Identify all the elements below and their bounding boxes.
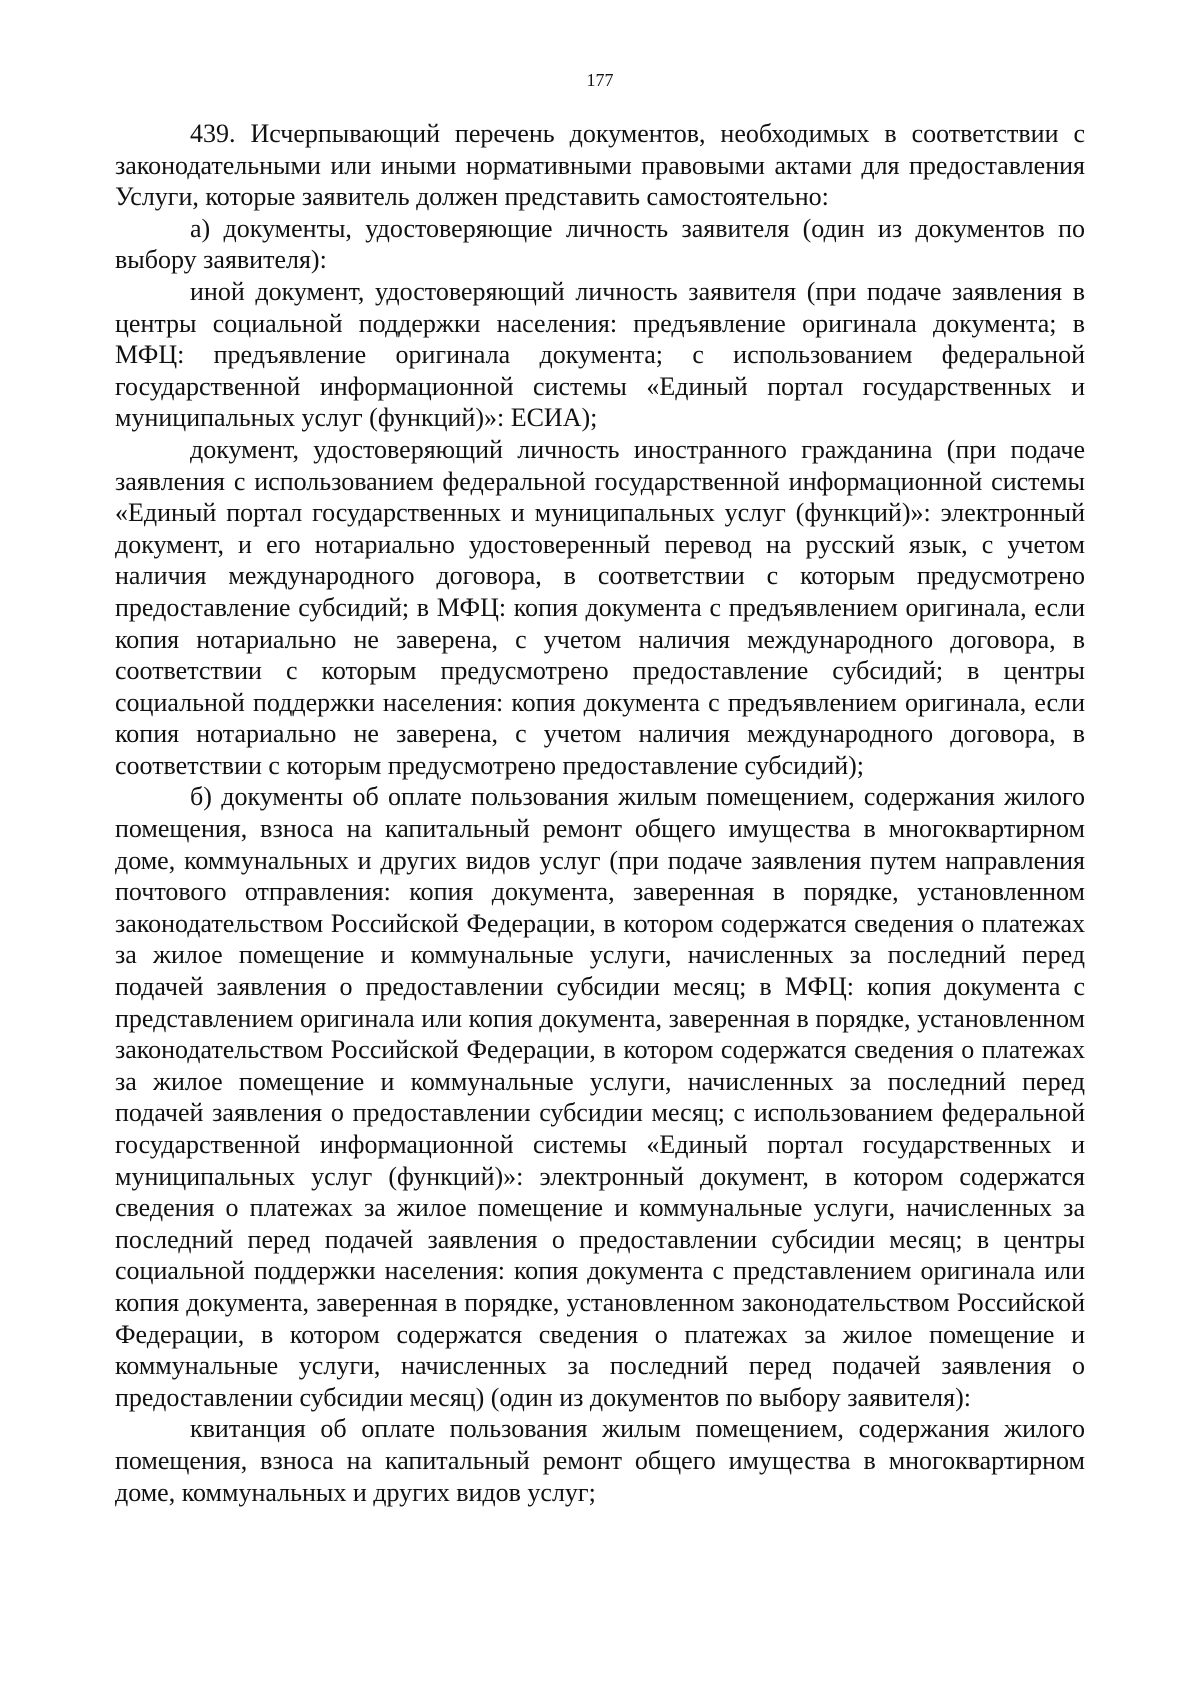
paragraph-item-a: а) документы, удостоверяющие личность заявителя (один из документов по выбору заявителя): <box>115 213 1085 275</box>
page-number: 177 <box>586 70 614 90</box>
paragraph-439: 439. Исчерпывающий перечень документов, необходимых в соответствии с законодательными или иными нормативными правовыми актами для предоставления Услуги, которые заявитель должен представить самостоятельно: <box>115 119 1085 212</box>
paragraph-foreign-citizen-document: документ, удостоверяющий личность иностранного гражданина (при подаче заявления с использованием федеральной государственной информационной системы «Единый портал государственных и муниципальных услуг (функций)»: электронный документ, и его нотариально удостоверенный перевод на русский язык, с учетом наличия международного договора, в соответствии с которым предусмотрено предоставление субсидий; в МФЦ: копия документа с предъявлением оригинала, если копия нотариально не заверена, с учетом наличия международного договора, в соответствии с которым предусмотрено предоставление субсидий; в центры социальной поддержки населения: копия документа с предъявлением оригинала, если копия нотариально не заверена, с учетом наличия международного договора, в соответствии с которым предусмотрено предоставление субсидий); <box>115 434 1085 780</box>
document-body <box>115 118 1085 1508</box>
paragraph-receipt: квитанция об оплате пользования жилым помещением, содержания жилого помещения, взноса на капитальный ремонт общего имущества в многоквартирном доме, коммунальных и других видов услуг; <box>115 1414 1085 1507</box>
paragraph-other-id-document: иной документ, удостоверяющий личность заявителя (при подаче заявления в центры социальной поддержки населения: предъявление оригинала документа; в МФЦ: предъявление оригинала документа; с использованием федеральной государственной информационной системы «Единый портал государственных и муниципальных услуг (функций)»: ЕСИА); <box>115 276 1085 433</box>
paragraph-item-b: б) документы об оплате пользования жилым помещением, содержания жилого помещения, взноса на капитальный ремонт общего имущества в многоквартирном доме, коммунальных и других видов услуг (при подаче заявления путем направления почтового отправления: копия документа, заверенная в порядке, установленном законодательством Российской Федерации, в котором содержатся сведения о платежах за жилое помещение и коммунальные услуги, начисленных за последний перед подачей заявления о предоставлении субсидии месяц; в МФЦ: копия документа с представлением оригинала или копия документа, заверенная в порядке, установленном законодательством Российской Федерации, в котором содержатся сведения о платежах за жилое помещение и коммунальные услуги, начисленных за последний перед подачей заявления о предоставлении субсидии месяц; с использованием федеральной государственной информационной системы «Единый портал государственных и муниципальных услуг (функций)»: электронный документ, в котором содержатся сведения о платежах за жилое помещение и коммунальные услуги, начисленных за последний перед подачей заявления о предоставлении субсидии месяц; в центры социальной поддержки населения: копия документа с представлением оригинала или копия документа, заверенная в порядке, установленном законодательством Российской Федерации, в котором содержатся сведения о платежах за жилое помещение и коммунальные услуги, начисленных за последний перед подачей заявления о предоставлении субсидии месяц) (один из документов по выбору заявителя): <box>115 782 1085 1412</box>
